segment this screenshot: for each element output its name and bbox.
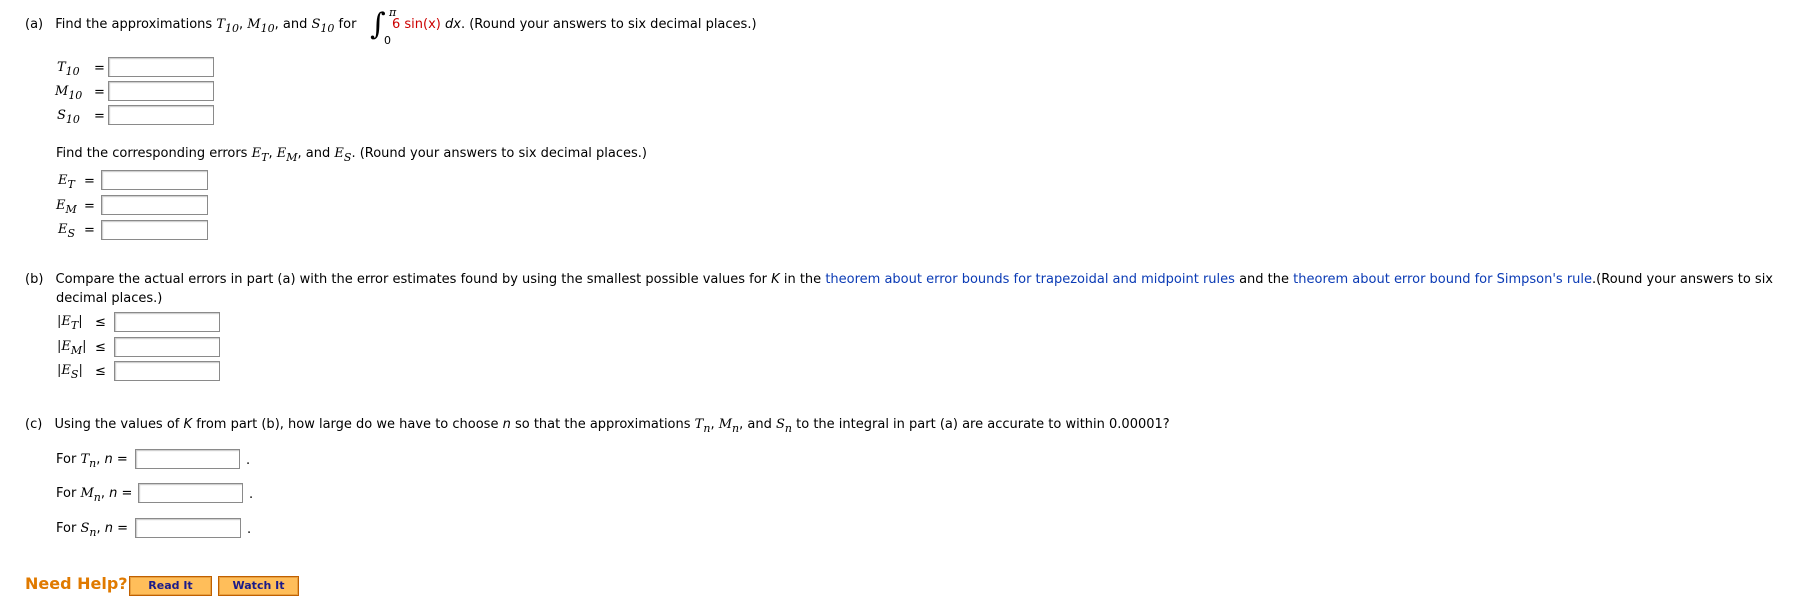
for-tn-period: . [246, 453, 251, 468]
m10-label: $M_{10}$ [55, 84, 83, 102]
integral-lower-limit: 0 [384, 34, 391, 47]
for-tn-label: For $T_n$, n = [56, 452, 128, 470]
need-help-label: Need Help? [25, 574, 128, 593]
abs-em-le: ≤ [95, 340, 106, 355]
m10-input[interactable] [108, 81, 214, 101]
trapezoidal-midpoint-theorem-link[interactable]: theorem about error bounds for trapezoidal and midpoint rules [825, 272, 1235, 287]
es-equals: = [84, 223, 95, 238]
s10-label: $S_{10}$ [57, 108, 80, 126]
part-a-integrand: 6 sin(x) dx. (Round your answers to six decimal places.) [392, 17, 757, 32]
et-label: $E_T$ [58, 173, 75, 191]
et-equals: = [84, 174, 95, 189]
watch-it-button[interactable]: Watch It [218, 576, 299, 596]
simpson-theorem-link[interactable]: theorem about error bound for Simpson's rule [1293, 272, 1593, 287]
part-a-label: (a) [25, 17, 44, 32]
read-it-button[interactable]: Read It [129, 576, 212, 596]
s10-equals: = [94, 109, 105, 124]
part-c-question: (c) Using the values of K from part (b), how large do we have to choose n so that the approximations $T_n$, $M_n$, and $S_n$ to the integral in part (a) are accurate to within 0.00001? [25, 417, 1170, 435]
for-mn-period: . [249, 487, 254, 502]
abs-et-input[interactable] [114, 312, 220, 332]
part-b-label: (b) [25, 272, 44, 287]
integral-sign: ∫ [370, 7, 386, 42]
abs-et-le: ≤ [95, 315, 106, 330]
part-c-label: (c) [25, 417, 43, 432]
abs-es-label: $|E_S|$ [57, 363, 83, 381]
part-a-question: (a) Find the approximations $T_{10}$, $M_{10}$, and $S_{10}$ for [25, 17, 357, 35]
for-tn-input[interactable] [135, 449, 240, 469]
t10-input[interactable] [108, 57, 214, 77]
es-input[interactable] [101, 220, 208, 240]
integrand: 6 sin(x) [392, 17, 441, 32]
t10-equals: = [94, 61, 105, 76]
em-equals: = [84, 199, 95, 214]
for-mn-label: For $M_n$, n = [56, 486, 133, 504]
es-label: $E_S$ [58, 222, 76, 240]
abs-et-label: $|E_T|$ [57, 314, 83, 332]
em-label: $E_M$ [56, 198, 77, 216]
et-input[interactable] [101, 170, 208, 190]
for-mn-input[interactable] [138, 483, 243, 503]
abs-es-le: ≤ [95, 364, 106, 379]
part-b-question-cont: decimal places.) [56, 291, 163, 306]
m10-equals: = [94, 85, 105, 100]
abs-em-label: $|E_M|$ [57, 339, 87, 357]
abs-em-input[interactable] [114, 337, 220, 357]
part-b-question: (b) Compare the actual errors in part (a) with the error estimates found by using the smallest possible values for K in the theorem about error bounds for trapezoidal and midpoint rules and the theorem about error bound for Simpson's rule.(Round your answers to six [25, 272, 1773, 287]
integral-upper-limit: π [389, 6, 397, 19]
em-input[interactable] [101, 195, 208, 215]
for-sn-label: For $S_n$, n = [56, 521, 128, 539]
errors-question: Find the corresponding errors $E_T$, $E_M$, and $E_S$. (Round your answers to six decimal places.) [56, 146, 647, 164]
abs-es-input[interactable] [114, 361, 220, 381]
s10-input[interactable] [108, 105, 214, 125]
for-sn-input[interactable] [135, 518, 241, 538]
for-sn-period: . [247, 522, 252, 537]
t10-label: $T_{10}$ [57, 60, 80, 78]
